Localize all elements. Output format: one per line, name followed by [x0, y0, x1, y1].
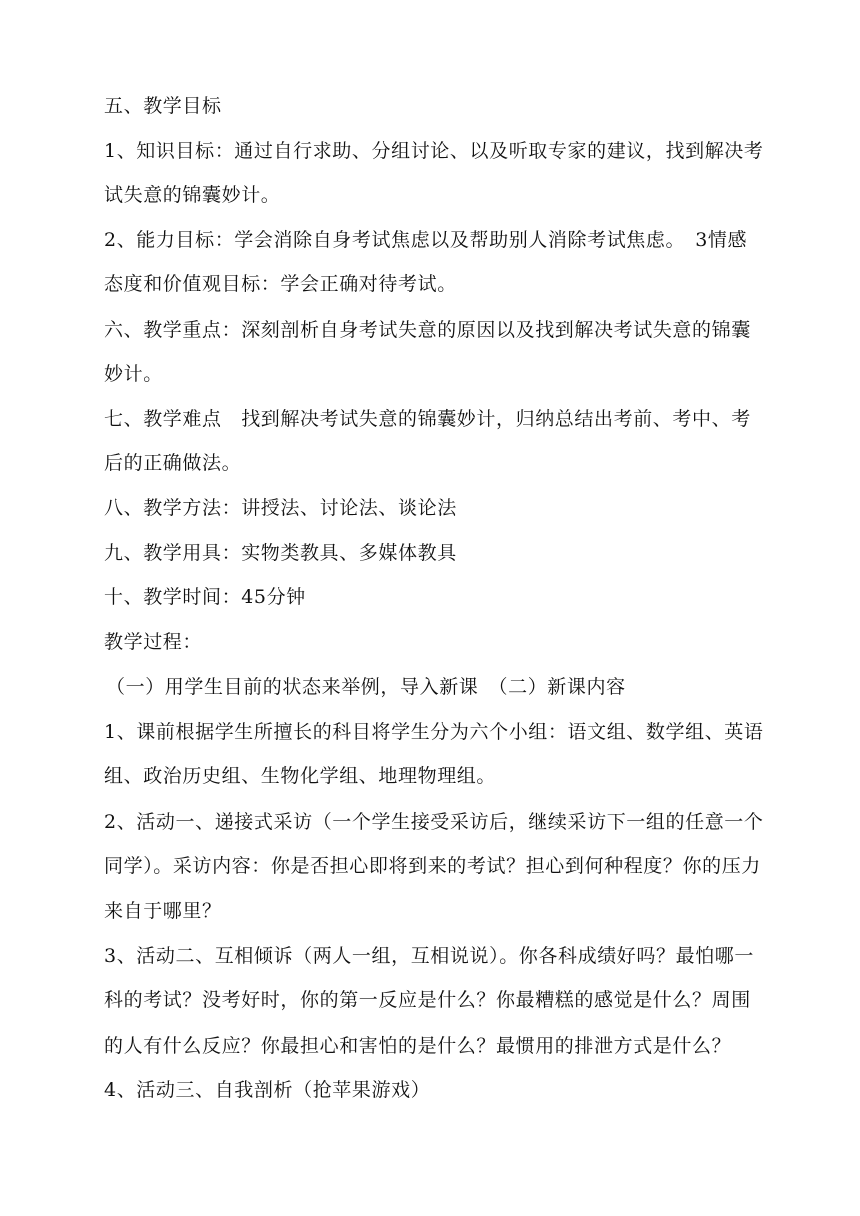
paragraph-line: 2、能力目标：学会消除自身考试焦虑以及帮助别人消除考试焦虑。 3情感 — [104, 229, 748, 251]
paragraph-line: 的人有什么反应？你最担心和害怕的是什么？最惯用的排泄方式是什么？ — [104, 1035, 732, 1057]
paragraph-line: 态度和价值观目标：学会正确对待考试。 — [104, 273, 457, 295]
paragraph-line: 2、活动一、递接式采访（一个学生接受采访后，继续采访下一组的任意一个 — [104, 811, 764, 833]
paragraph-line: （一）用学生目前的状态来举例，导入新课 （二）新课内容 — [106, 676, 626, 698]
section-heading-methods: 八、教学方法：讲授法、讨论法、谈论法 — [104, 497, 457, 519]
section-heading-teaching-goals: 五、教学目标 — [104, 95, 222, 117]
section-heading-time: 十、教学时间：45分钟 — [104, 586, 306, 608]
paragraph-line: 3、活动二、互相倾诉（两人一组，互相说说）。你各科成绩好吗？最怕哪一 — [104, 945, 754, 967]
section-heading-tools: 九、教学用具：实物类教具、多媒体教具 — [104, 542, 457, 564]
paragraph-line: 来自于哪里？ — [104, 900, 222, 922]
section-heading-difficulties: 七、教学难点 找到解决考试失意的锦囊妙计，归纳总结出考前、考中、考 — [104, 408, 751, 430]
paragraph-line: 妙计。 — [104, 363, 163, 385]
paragraph-line: 1、知识目标：通过自行求助、分组讨论、以及听取专家的建议，找到解决考 — [104, 140, 764, 162]
paragraph-line: 4、活动三、自我剖析（抢苹果游戏） — [104, 1079, 431, 1101]
paragraph-line: 同学）。采访内容：你是否担心即将到来的考试？担心到何种程度？你的压力 — [104, 855, 761, 877]
paragraph-line: 组、政治历史组、生物化学组、地理物理组。 — [104, 765, 497, 787]
section-heading-process: 教学过程： — [104, 631, 203, 653]
paragraph-line: 后的正确做法。 — [104, 452, 242, 474]
section-heading-key-points: 六、教学重点：深刻剖析自身考试失意的原因以及找到解决考试失意的锦囊 — [104, 319, 751, 341]
paragraph-line: 1、课前根据学生所擅长的科目将学生分为六个小组：语文组、数学组、英语 — [104, 721, 764, 743]
paragraph-line: 科的考试？没考好时，你的第一反应是什么？你最糟糕的感觉是什么？周围 — [104, 989, 751, 1011]
paragraph-line: 试失意的锦囊妙计。 — [104, 184, 281, 206]
